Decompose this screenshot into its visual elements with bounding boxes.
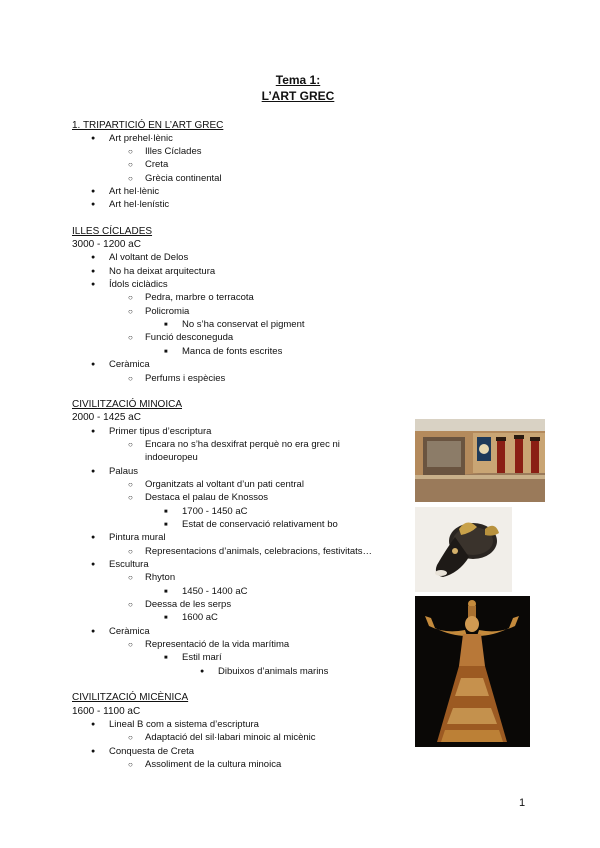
section-heading-cyclades: ILLES CÍCLADES: [72, 226, 153, 237]
list-item: ● Dibuixos d’animals marins: [218, 666, 328, 678]
rhyton-photo: [415, 507, 512, 592]
list-item: ● Ídols ciclàdics: [109, 279, 168, 291]
list-item: ● No ha deixat arquitectura: [109, 266, 215, 278]
list-item-continuation: indoeuropeu: [145, 452, 198, 463]
list-item: ■ Estil marí: [182, 652, 222, 664]
list-item: ○ Representació de la vida marítima: [145, 639, 289, 651]
list-item: ○ Assoliment de la cultura minoica: [145, 759, 281, 771]
list-item: ● Escultura: [109, 559, 149, 571]
list-item: ○ Deessa de les serps: [145, 599, 231, 611]
section-heading-tripartition: 1. TRIPARTICIÓ EN L’ART GREC: [72, 120, 224, 131]
page-title-line1: Tema 1:: [275, 73, 321, 87]
list-item: ● Art prehel·lènic: [109, 133, 173, 145]
list-item: ● Al voltant de Delos: [109, 252, 188, 264]
date-range: 2000 - 1425 aC: [72, 412, 141, 423]
list-item: ■ 1600 aC: [182, 612, 218, 624]
list-item: ○ Pedra, marbre o terracota: [145, 292, 254, 304]
page-title-line2: L’ART GREC: [261, 89, 335, 103]
list-item: ■ 1700 - 1450 aC: [182, 506, 248, 518]
list-item: ○ Destaca el palau de Knossos: [145, 492, 268, 504]
list-item: ■ 1450 - 1400 aC: [182, 586, 248, 598]
list-item: ● Primer tipus d’escriptura: [109, 426, 211, 438]
list-item: ○ Representacions d’animals, celebracions, festivitats…: [145, 546, 372, 558]
list-item: ● Conquesta de Creta: [109, 746, 194, 758]
list-item: ● Pintura mural: [109, 532, 166, 544]
list-item: ■ Manca de fonts escrites: [182, 346, 282, 358]
section-heading-mycenaean: CIVILITZACIÓ MICÈNICA: [72, 692, 189, 703]
date-range: 1600 - 1100 aC: [72, 706, 141, 717]
list-item: ● Ceràmica: [109, 626, 150, 638]
list-item: ○ Rhyton: [145, 572, 175, 584]
section-heading-minoan: CIVILITZACIÓ MINOICA: [72, 399, 183, 410]
list-item: ○ Illes Cíclades: [145, 146, 202, 158]
snake-goddess-photo: [415, 596, 530, 747]
list-item: ● Art hel·lenístic: [109, 199, 169, 211]
list-item: ● Lineal B com a sistema d’escriptura: [109, 719, 259, 731]
list-item: ● Ceràmica: [109, 359, 150, 371]
list-item: ● Palaus: [109, 466, 138, 478]
list-item: ○ Grècia continental: [145, 173, 222, 185]
list-item: ○ Creta: [145, 159, 168, 171]
list-item: ○ Funció desconeguda: [145, 332, 233, 344]
list-item: ○ Adaptació del sil·labari minoic al micènic: [145, 732, 316, 744]
page-number: 1: [519, 797, 526, 809]
list-item: ○ Perfums i espècies: [145, 373, 225, 385]
list-item: ● Art hel·lènic: [109, 186, 159, 198]
list-item: ■ Estat de conservació relativament bo: [182, 519, 338, 531]
date-range: 3000 - 1200 aC: [72, 239, 141, 250]
list-item: ○ Policromia: [145, 306, 189, 318]
knossos-palace-photo: [415, 419, 545, 502]
list-item: ○ Encara no s’ha desxifrat perquè no era grec ni: [145, 439, 340, 451]
list-item: ■ No s’ha conservat el pigment: [182, 319, 305, 331]
list-item: ○ Organitzats al voltant d’un pati central: [145, 479, 304, 491]
